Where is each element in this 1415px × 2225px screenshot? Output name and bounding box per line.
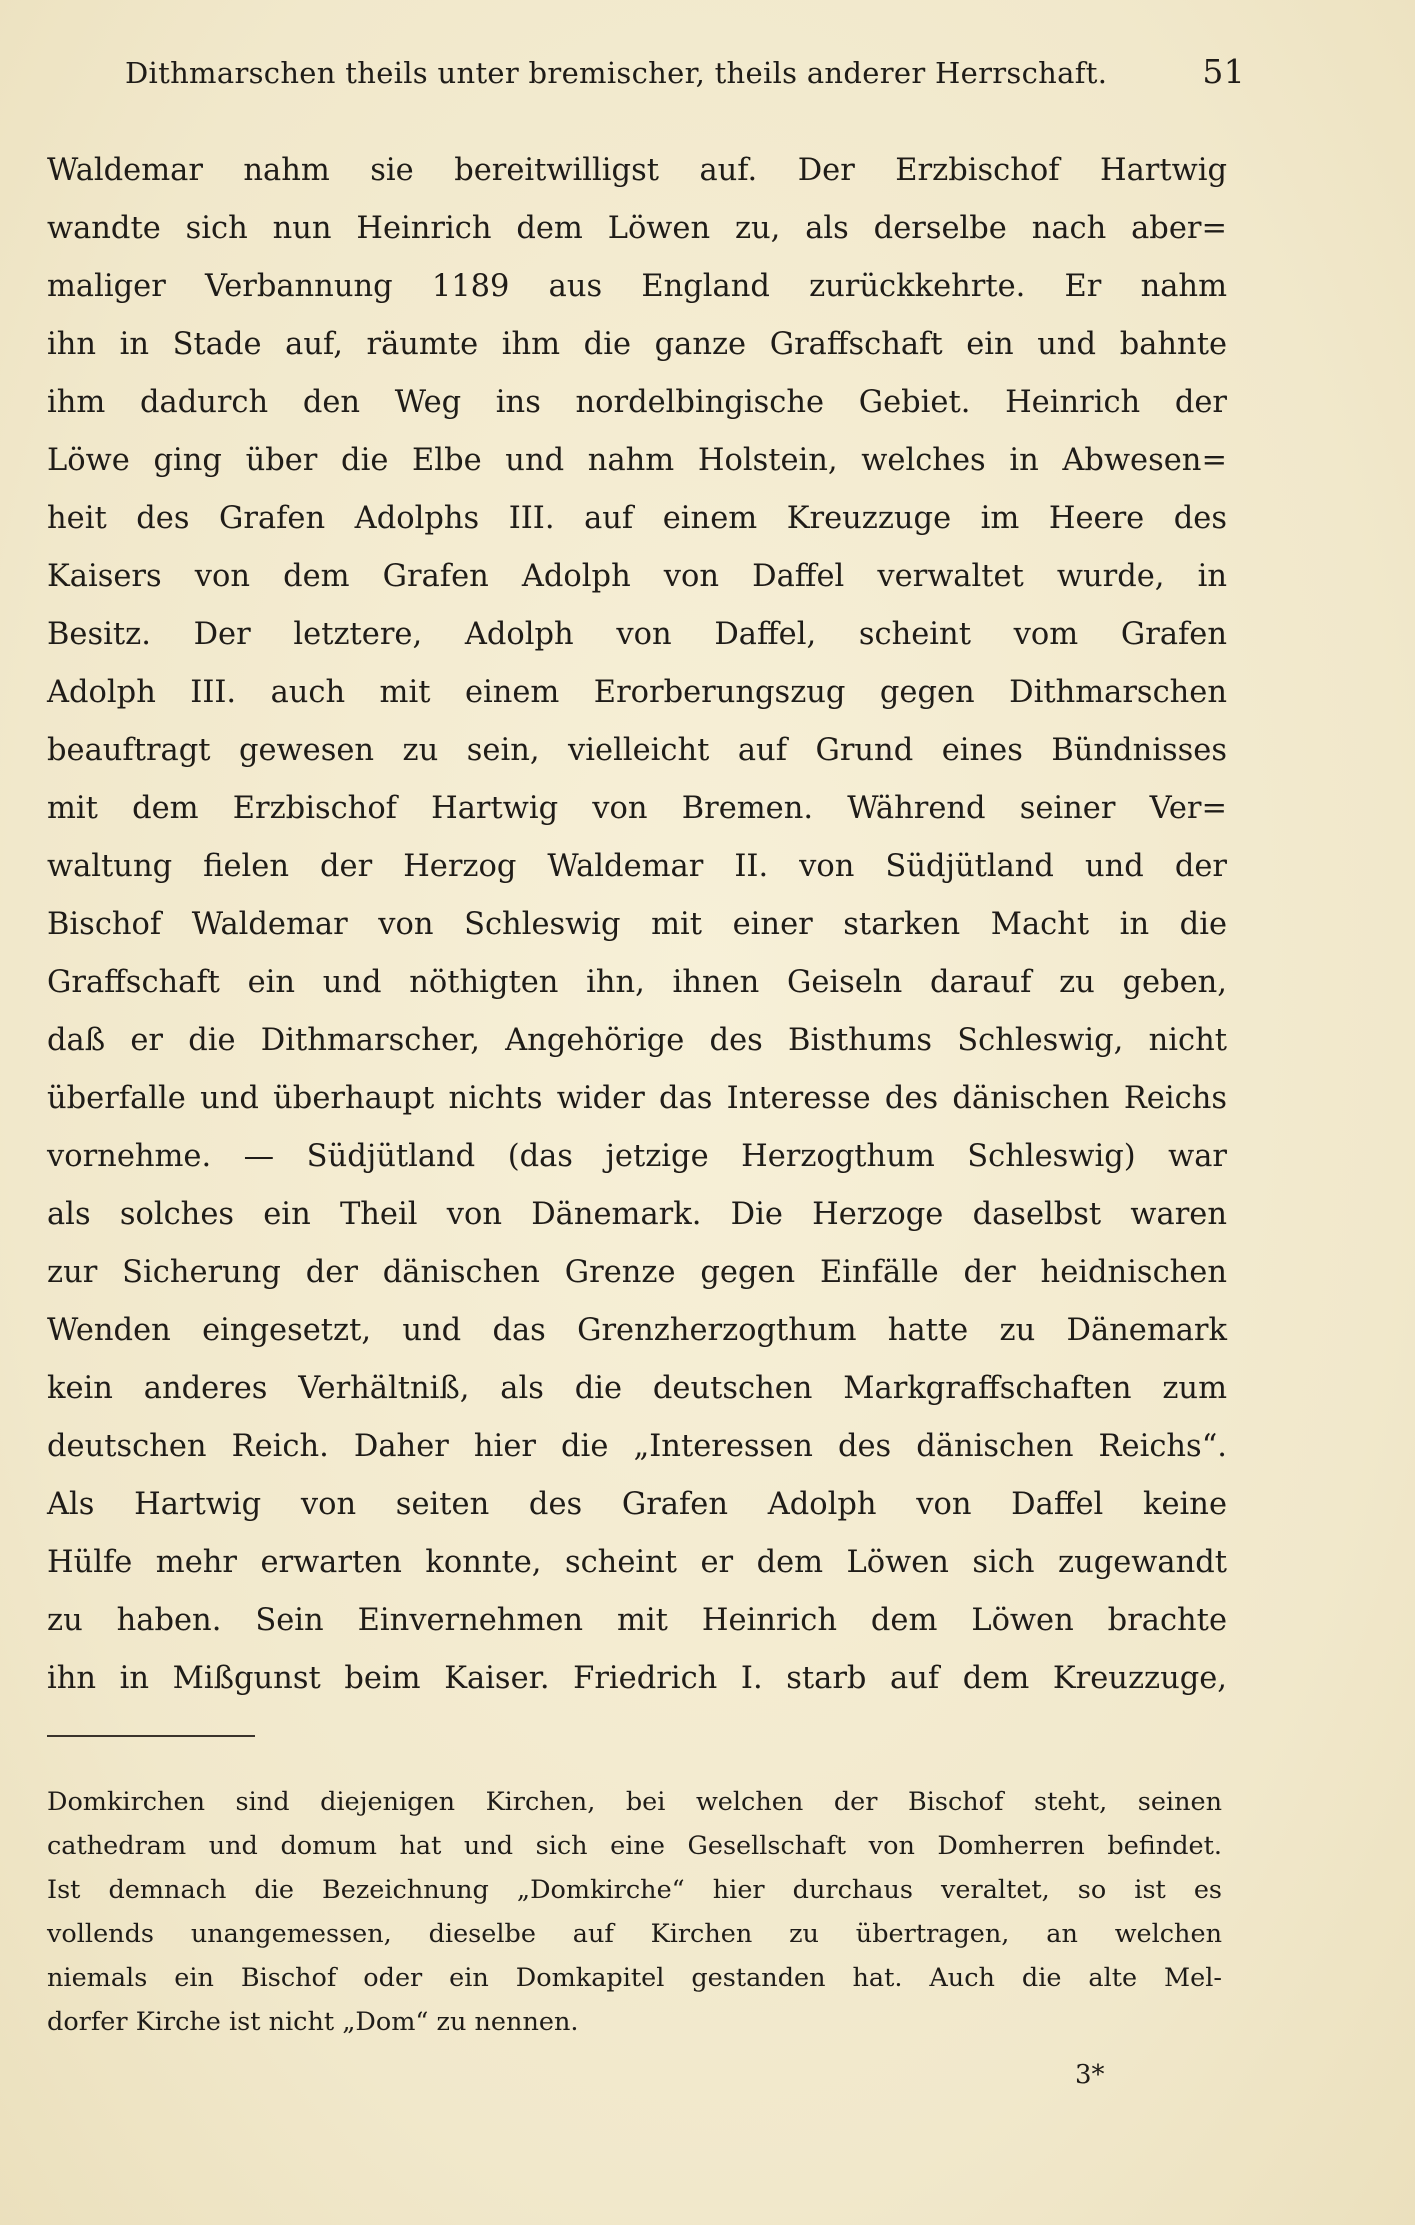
body-line: wandte sich nun Heinrich dem Löwen zu, als derselbe nach aber= xyxy=(47,211,1227,246)
page-number: 51 xyxy=(1202,52,1245,91)
body-line: heit des Grafen Adolphs III. auf einem Kreuzzuge im Heere des xyxy=(47,501,1227,536)
body-line: zu haben. Sein Einvernehmen mit Heinrich dem Löwen brachte xyxy=(47,1603,1227,1638)
body-line: vornehme. — Südjütland (das jetzige Herzogthum Schleswig) war xyxy=(47,1139,1227,1174)
signature-mark: 3* xyxy=(1075,2060,1105,2090)
body-line: überfalle und überhaupt nichts wider das Interesse des dänischen Reichs xyxy=(47,1081,1227,1116)
body-line: waltung fielen der Herzog Waldemar II. von Südjütland und der xyxy=(47,849,1227,884)
body-line: ihm dadurch den Weg ins nordelbingische Gebiet. Heinrich der xyxy=(47,385,1227,420)
running-head xyxy=(120,52,1245,91)
body-line: zur Sicherung der dänischen Grenze gegen Einfälle der heidnischen xyxy=(47,1255,1227,1290)
footnote-line: vollends unangemessen, dieselbe auf Kirchen zu übertragen, an welchen xyxy=(47,1919,1222,1949)
body-line: Graffschaft ein und nöthigten ihn, ihnen Geiseln darauf zu geben, xyxy=(47,965,1227,1000)
footnote-rule xyxy=(47,1735,255,1737)
footnote-line: dorfer Kirche ist nicht „Dom“ zu nennen. xyxy=(47,2007,579,2037)
footnote-line: Domkirchen sind diejenigen Kirchen, bei welchen der Bischof steht, seinen xyxy=(47,1787,1222,1817)
body-line: ihn in Mißgunst beim Kaiser. Friedrich I. starb auf dem Kreuzzuge, xyxy=(47,1661,1227,1696)
footnote-line: niemals ein Bischof oder ein Domkapitel gestanden hat. Auch die alte Mel- xyxy=(47,1963,1222,1993)
body-line: Bischof Waldemar von Schleswig mit einer starken Macht in die xyxy=(47,907,1227,942)
body-line: Hülfe mehr erwarten konnte, scheint er dem Löwen sich zugewandt xyxy=(47,1545,1227,1580)
footnote-line: cathedram und domum hat und sich eine Gesellschaft von Domherren befindet. xyxy=(47,1831,1222,1861)
body-line: deutschen Reich. Daher hier die „Interessen des dänischen Reichs“. xyxy=(47,1429,1227,1464)
body-line: als solches ein Theil von Dänemark. Die Herzoge daselbst waren xyxy=(47,1197,1227,1232)
footnote-line: Ist demnach die Bezeichnung „Domkirche“ hier durchaus veraltet, so ist es xyxy=(47,1875,1222,1905)
body-line: ihn in Stade auf, räumte ihm die ganze Graffschaft ein und bahnte xyxy=(47,327,1227,362)
body-line: Waldemar nahm sie bereitwilligst auf. Der Erzbischof Hartwig xyxy=(47,153,1227,188)
body-line: mit dem Erzbischof Hartwig von Bremen. Während seiner Ver= xyxy=(47,791,1227,826)
body-line: Besitz. Der letztere, Adolph von Daffel, scheint vom Grafen xyxy=(47,617,1227,652)
footnotes xyxy=(47,1780,1222,2044)
body-line: maliger Verbannung 1189 aus England zurückkehrte. Er nahm xyxy=(47,269,1227,304)
body-text xyxy=(47,142,1227,1708)
body-line: Löwe ging über die Elbe und nahm Holstein, welches in Abwesen= xyxy=(47,443,1227,478)
body-line: Als Hartwig von seiten des Grafen Adolph von Daffel keine xyxy=(47,1487,1227,1522)
body-line: kein anderes Verhältniß, als die deutschen Markgraffschaften zum xyxy=(47,1371,1227,1406)
body-line: daß er die Dithmarscher, Angehörige des Bisthums Schleswig, nicht xyxy=(47,1023,1227,1058)
body-line: beauftragt gewesen zu sein, vielleicht auf Grund eines Bündnisses xyxy=(47,733,1227,768)
body-line: Kaisers von dem Grafen Adolph von Daffel verwaltet wurde, in xyxy=(47,559,1227,594)
running-head-title: Dithmarschen theils unter bremischer, theils anderer Herrschaft. xyxy=(125,56,1108,90)
body-line: Adolph III. auch mit einem Erorberungszug gegen Dithmarschen xyxy=(47,675,1227,710)
body-line: Wenden eingesetzt, und das Grenzherzogthum hatte zu Dänemark xyxy=(47,1313,1227,1348)
